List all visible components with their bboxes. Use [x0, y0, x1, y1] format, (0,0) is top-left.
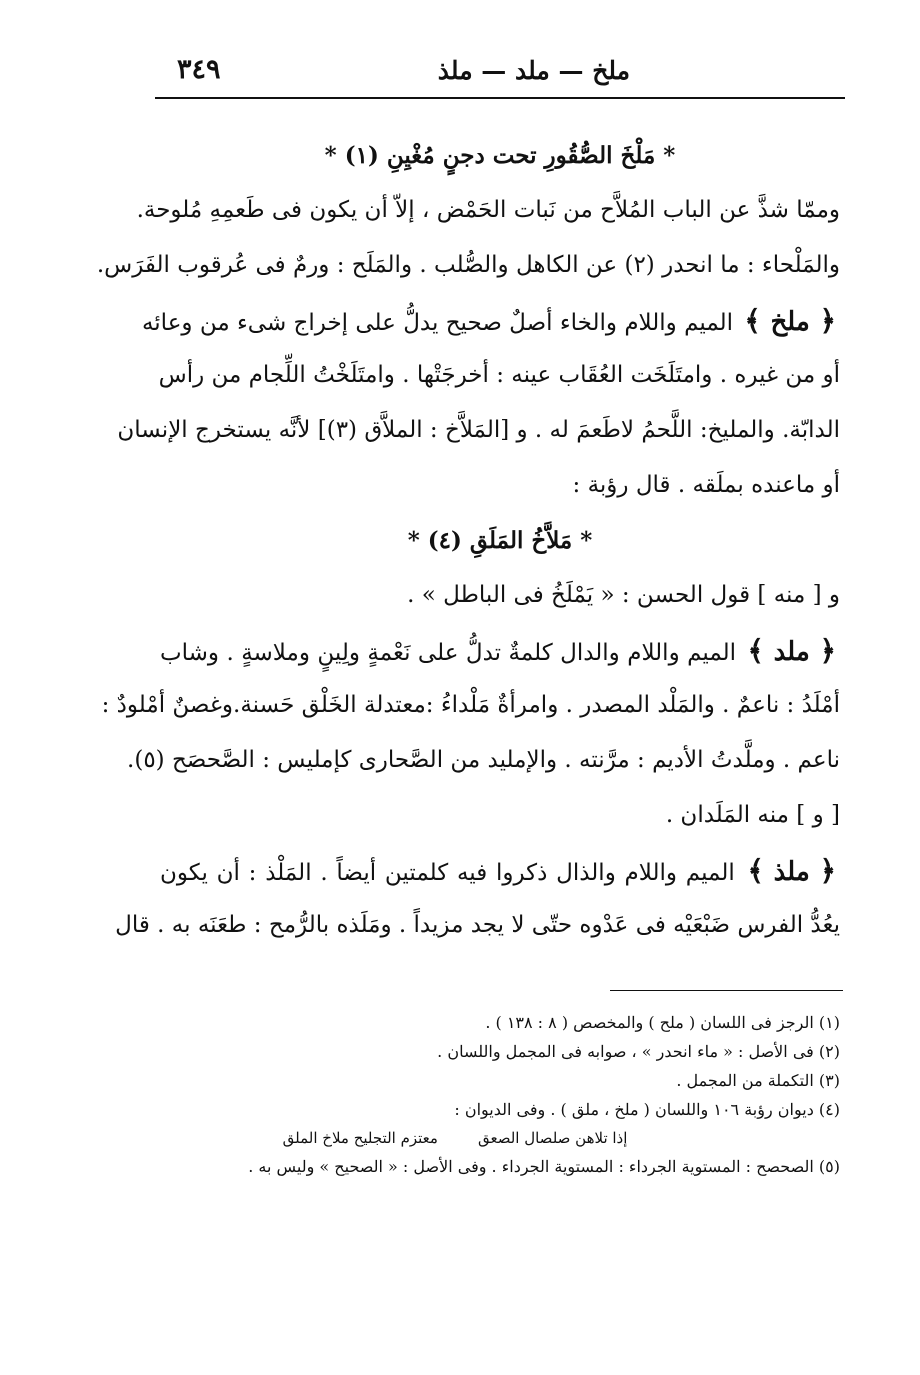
text-line: وممّا شذَّ عن الباب المُلاَّح من نَبات الحَمْض ، إلاّ أن يكون فى طَعمِهِ مُلوحة. [136, 197, 840, 223]
footnote-2: (٢) فى الأصل : « ماء انحدر » ، صوابه فى المجمل واللسان . [437, 1042, 840, 1061]
footnote-3: (٣) التكملة من المجمل . [676, 1071, 840, 1090]
poem-hemistich-2: معتزم التجليح ملاخ الملق [282, 1129, 438, 1147]
header-rule [155, 97, 845, 99]
footnote-rule [610, 990, 843, 991]
poem-hemistich-1: إذا تلاهن صلصال الصعق [477, 1129, 628, 1147]
entry-line-malakh [141, 293, 840, 348]
text-span: الميم واللام والخاء أصلٌ صحيح يدلُّ على إخراج شىء من وعائه [141, 310, 734, 336]
text-line: الدابّة. والمليخ: اللَّحمُ لاطَعمَ له . و [المَلاَّخ : الملاَّق (٣)] لأنَّه يستخرج الإنسان [117, 417, 840, 443]
text-line: أمْلَدُ : ناعمٌ . والمَلْد المصدر . وامرأةٌ مَلْداءُ :معتدلة الخَلْق حَسنة.وغصنٌ أمْلودٌ : [101, 692, 840, 718]
footnote-poem [160, 1124, 840, 1152]
entry-headword-malakh: ﴿ ملخ ﴾ [744, 304, 836, 337]
running-title: ملخ — ملد — ملذ [437, 56, 630, 85]
text-line: [ و ] منه المَلَدان . [665, 802, 840, 828]
footnotes [160, 1008, 840, 1181]
text-line: والمَلْحاء : ما انحدر (٢) عن الكاهل والصُّلب . والمَلَح : ورمٌ فى عُرقوب الفَرَس. [96, 252, 840, 278]
text-line: أو من غيره . وامتَلَخَت العُقَاب عينه : أخرجَتْها . وامتَلَخْتُ اللِّجام من رأس [158, 362, 840, 388]
footnote-4: (٤) ديوان رؤبة ١٠٦ واللسان ( ملخ ، ملق ) . وفى الديوان : [454, 1100, 840, 1119]
verse-line: * مَلْخَ الصُّقُورِ تحت دجنٍ مُغْيِنِ (١) * [324, 142, 676, 169]
text-span: الميم واللام والدال كلمةٌ تدلُّ على نَعْمةٍ ولِينٍ وملاسةٍ . وشاب [160, 640, 737, 666]
page-number: ٣٤٩ [177, 54, 221, 85]
page-header [155, 52, 845, 92]
main-text [96, 128, 840, 953]
verse-line: * مَلاَّخُ المَلَقِ (٤) * [407, 527, 593, 554]
entry-headword-malad: ﴿ ملد ﴾ [747, 634, 836, 667]
text-line: أو ماعنده بملَقه . قال رؤبة : [572, 472, 840, 498]
text-line: ناعم . وملَّدتُ الأديم : مرَّنته . والإمليد من الصَّحارى كإمليس : الصَّحصَح (٥). [127, 747, 840, 773]
entry-line-malad [160, 623, 840, 678]
footnote-1: (١) الرجز فى اللسان ( ملح ) والمخصص ( ٨ : ١٣٨ ) . [485, 1013, 840, 1032]
text-line: و [ منه ] قول الحسن : « يَمْلَخُ فى الباطل » . [407, 582, 840, 608]
entry-headword-malaz: ﴿ ملذ ﴾ [747, 854, 836, 887]
text-line: يعُدُّ الفرس ضَبْعَيْه فى عَدْوه حتّى لا يجد مزيداً . ومَلَذه بالرُّمح : طعَنَه به . قال [115, 912, 840, 938]
entry-line-malaz [160, 843, 840, 898]
text-span: الميم واللام والذال ذكروا فيه كلمتين أيضاً . المَلْذ : أن يكون [160, 860, 735, 886]
footnote-5: (٥) الصحصح : المستوية الجرداء : المستوية الجرداء . وفى الأصل : « الصحيح » وليس به . [248, 1157, 840, 1176]
